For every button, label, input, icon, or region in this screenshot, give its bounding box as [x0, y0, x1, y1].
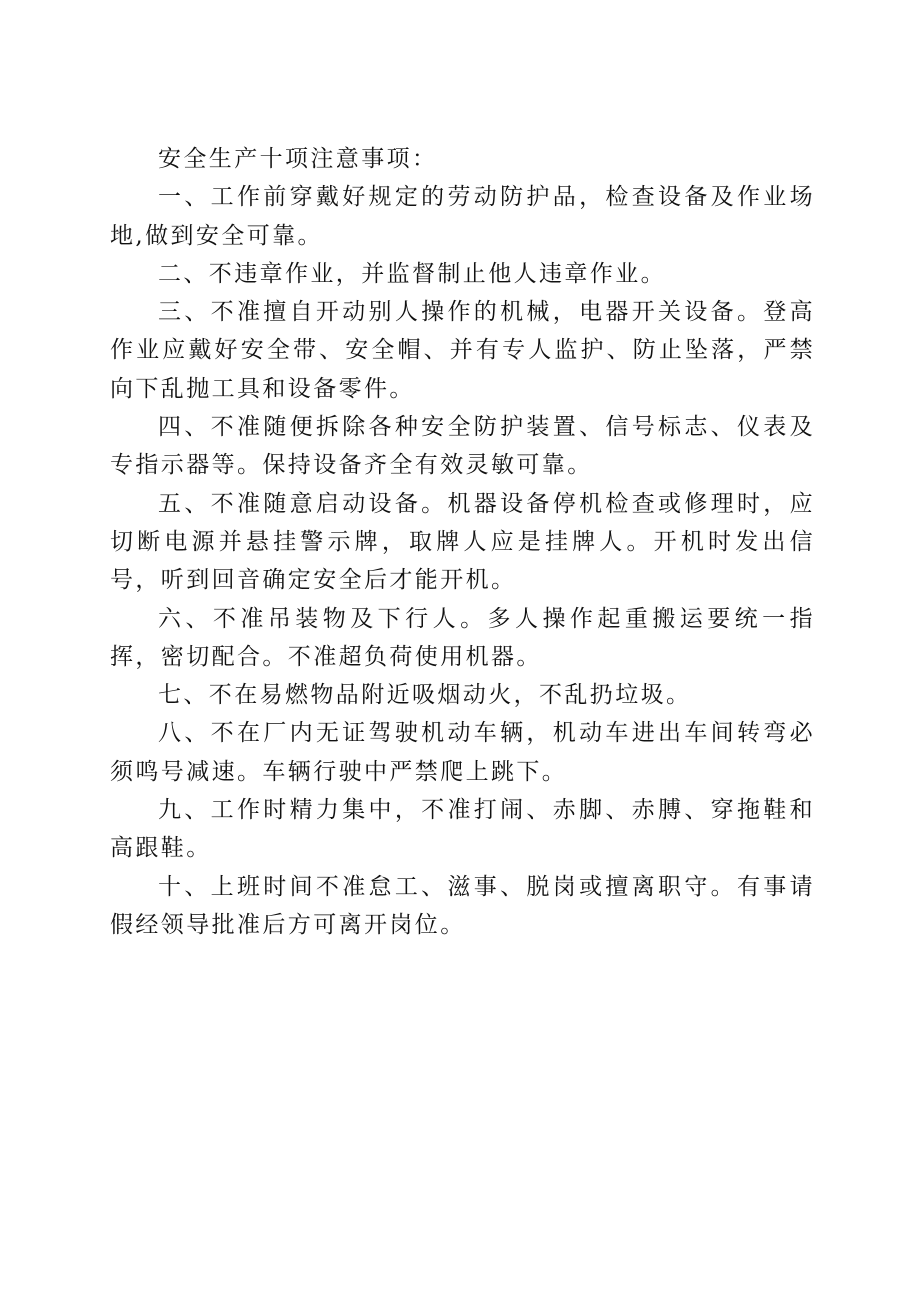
rule-item-4: 四、不准随便拆除各种安全防护装置、信号标志、仪表及专指示器等。保持设备齐全有效灵敏可靠。 — [110, 414, 815, 479]
rule-item-1: 一、工作前穿戴好规定的劳动防护品，检查设备及作业场地,做到安全可靠。 — [110, 184, 815, 249]
rule-item-5: 五、不准随意启动设备。机器设备停机检查或修理时，应切断电源并悬挂警示牌，取牌人应是挂牌人。开机时发出信号，听到回音确定安全后才能开机。 — [110, 490, 815, 594]
rule-item-3: 三、不准擅自开动别人操作的机械，电器开关设备。登高作业应戴好安全带、安全帽、并有专人监护、防止坠落，严禁向下乱抛工具和设备零件。 — [110, 299, 815, 402]
rule-item-9: 九、工作时精力集中，不准打闹、赤脚、赤膊、穿拖鞋和高跟鞋。 — [110, 797, 815, 862]
rule-item-10: 十、上班时间不准怠工、滋事、脱岗或擅离职守。有事请假经领导批准后方可离开岗位。 — [110, 873, 815, 938]
document-body — [110, 140, 815, 944]
rule-item-2: 二、不违章作业，并监督制止他人违章作业。 — [158, 260, 666, 287]
rule-item-6: 六、不准吊装物及下行人。多人操作起重搬运要统一指挥，密切配合。不准超负荷使用机器。 — [110, 605, 815, 670]
document-title: 安全生产十项注意事项： — [158, 146, 438, 172]
rule-item-8: 八、不在厂内无证驾驶机动车辆，机动车进出车间转弯必须鸣号减速。车辆行驶中严禁爬上跳下。 — [110, 720, 815, 785]
rule-item-7: 七、不在易燃物品附近吸烟动火，不乱扔垃圾。 — [158, 682, 692, 709]
